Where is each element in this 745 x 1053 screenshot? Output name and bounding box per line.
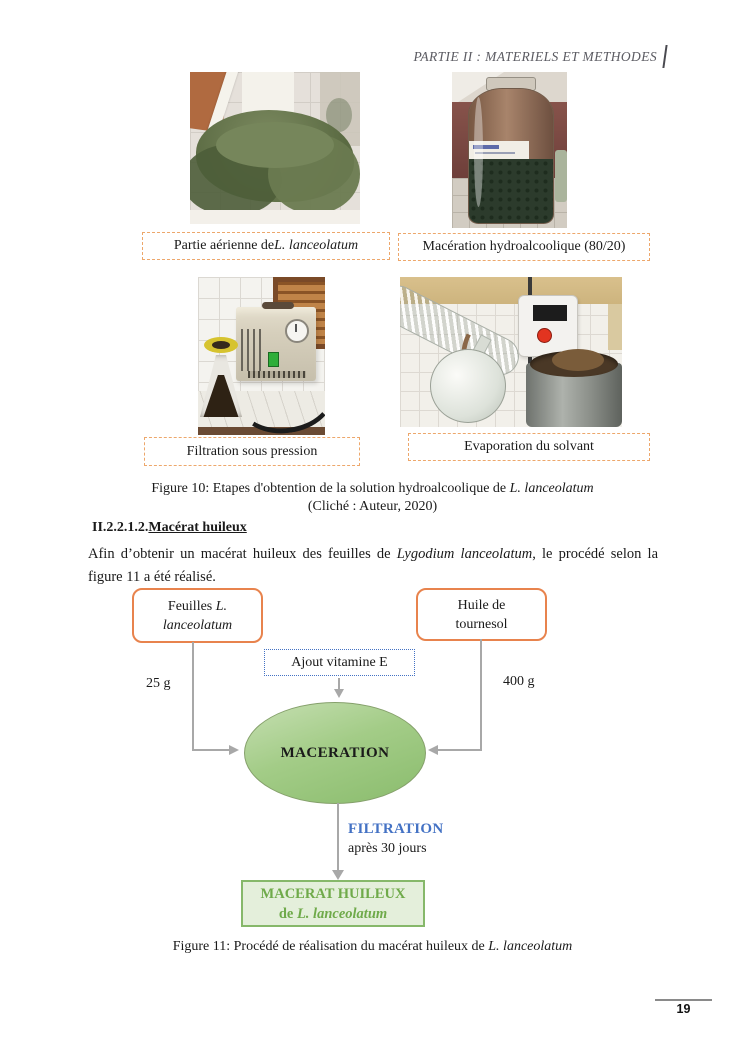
quantity-left: 25 g [146, 676, 171, 691]
caption-evaporation [408, 433, 650, 461]
pump-handle [262, 302, 294, 309]
feuilles-line1: Feuilles L. [167, 598, 228, 614]
header-rule [662, 45, 667, 68]
input-box-huile [416, 588, 547, 641]
jar-body [468, 88, 554, 224]
process-diagram [0, 585, 745, 935]
result-box-macerat [241, 880, 425, 927]
input-box-feuilles [132, 588, 263, 643]
photo-maceration-jar [452, 72, 567, 228]
footer-rule [655, 999, 712, 1001]
page-header [413, 45, 666, 68]
small-bottle [555, 150, 567, 202]
connector-left-horizontal [192, 749, 229, 751]
figure10-caption-line1: Figure 10: Etapes d'obtention de la solution hydroalcoolique de L. lanceolatum [151, 481, 594, 496]
rotavap-motor [518, 295, 578, 357]
figure10-caption-line2: (Cliché : Auteur, 2020) [307, 499, 438, 514]
feuilles-line2: lanceolatum [162, 617, 233, 633]
connector-vitamine [338, 678, 340, 689]
motor-display [533, 305, 567, 321]
photo-partie-aerienne [190, 72, 360, 224]
section-heading [92, 520, 247, 536]
caption-partie-aerienne [142, 232, 390, 260]
photo-evaporation [400, 277, 622, 427]
body-paragraph [88, 543, 658, 589]
red-knob [537, 328, 552, 343]
photo-filtration [198, 277, 325, 435]
paragraph-line1: Afin d’obtenir un macérat huileux des feuilles de Lygodium lanceolatum, le procédé selon la [88, 546, 659, 562]
connector-down [337, 803, 339, 871]
arrowhead-into-ellipse-left [229, 745, 239, 755]
caption-species: L. lanceolatum [274, 238, 359, 253]
process-ellipse-maceration: MACERATION [244, 702, 426, 804]
yellow-wall-edge [608, 304, 622, 350]
floor-strip [190, 210, 360, 224]
caption-text: Filtration sous pression [186, 443, 318, 459]
page-number: 19 [676, 1002, 691, 1016]
connector-right-horizontal [438, 749, 482, 751]
filtration-label: FILTRATION [348, 821, 444, 837]
caption-text: Macération hydroalcoolique (80/20) [422, 239, 626, 254]
quantity-right: 400 g [503, 674, 535, 689]
pump-vents [241, 329, 263, 371]
bath-contents-blob [552, 349, 604, 371]
figure11-caption: Figure 11: Procédé de réalisation du macérat huileux de L. lanceolatum [172, 939, 573, 954]
arrowhead-into-ellipse-right [428, 745, 438, 755]
connector-left-vertical [192, 642, 194, 750]
huile-line1: Huile de [457, 597, 506, 613]
paragraph-line2: figure 11 a été réalisé. [88, 569, 216, 585]
vitamine-box: Ajout vitamine E [264, 649, 415, 676]
arrowhead-down [332, 870, 344, 880]
round-flask [430, 349, 506, 423]
section-number: II.2.2.1.2. [92, 520, 149, 535]
result-line1: MACERAT HUILEUX [260, 885, 406, 902]
caption-filtration [144, 437, 360, 466]
filtration-sublabel: après 30 jours [348, 841, 427, 856]
caption-text: Partie aérienne de [173, 238, 275, 253]
huile-line2: tournesol [455, 616, 508, 632]
arrowhead-vitamine [334, 689, 344, 698]
power-button [268, 352, 279, 367]
pressure-gauge [285, 319, 309, 343]
figure10-caption [0, 480, 745, 516]
header-title: PARTIE II : MATERIELS ET METHODES [413, 48, 657, 64]
leaf-pile [216, 122, 334, 168]
caption-maceration [398, 233, 650, 261]
yellow-wall [400, 277, 622, 304]
section-title: Macérat huileux [148, 520, 247, 535]
caption-text: Evaporation du solvant [464, 439, 594, 454]
glass-shine [474, 97, 483, 207]
connector-right-vertical [480, 639, 482, 750]
funnel [204, 337, 238, 353]
result-line2: de L. lanceolatum [278, 905, 388, 922]
